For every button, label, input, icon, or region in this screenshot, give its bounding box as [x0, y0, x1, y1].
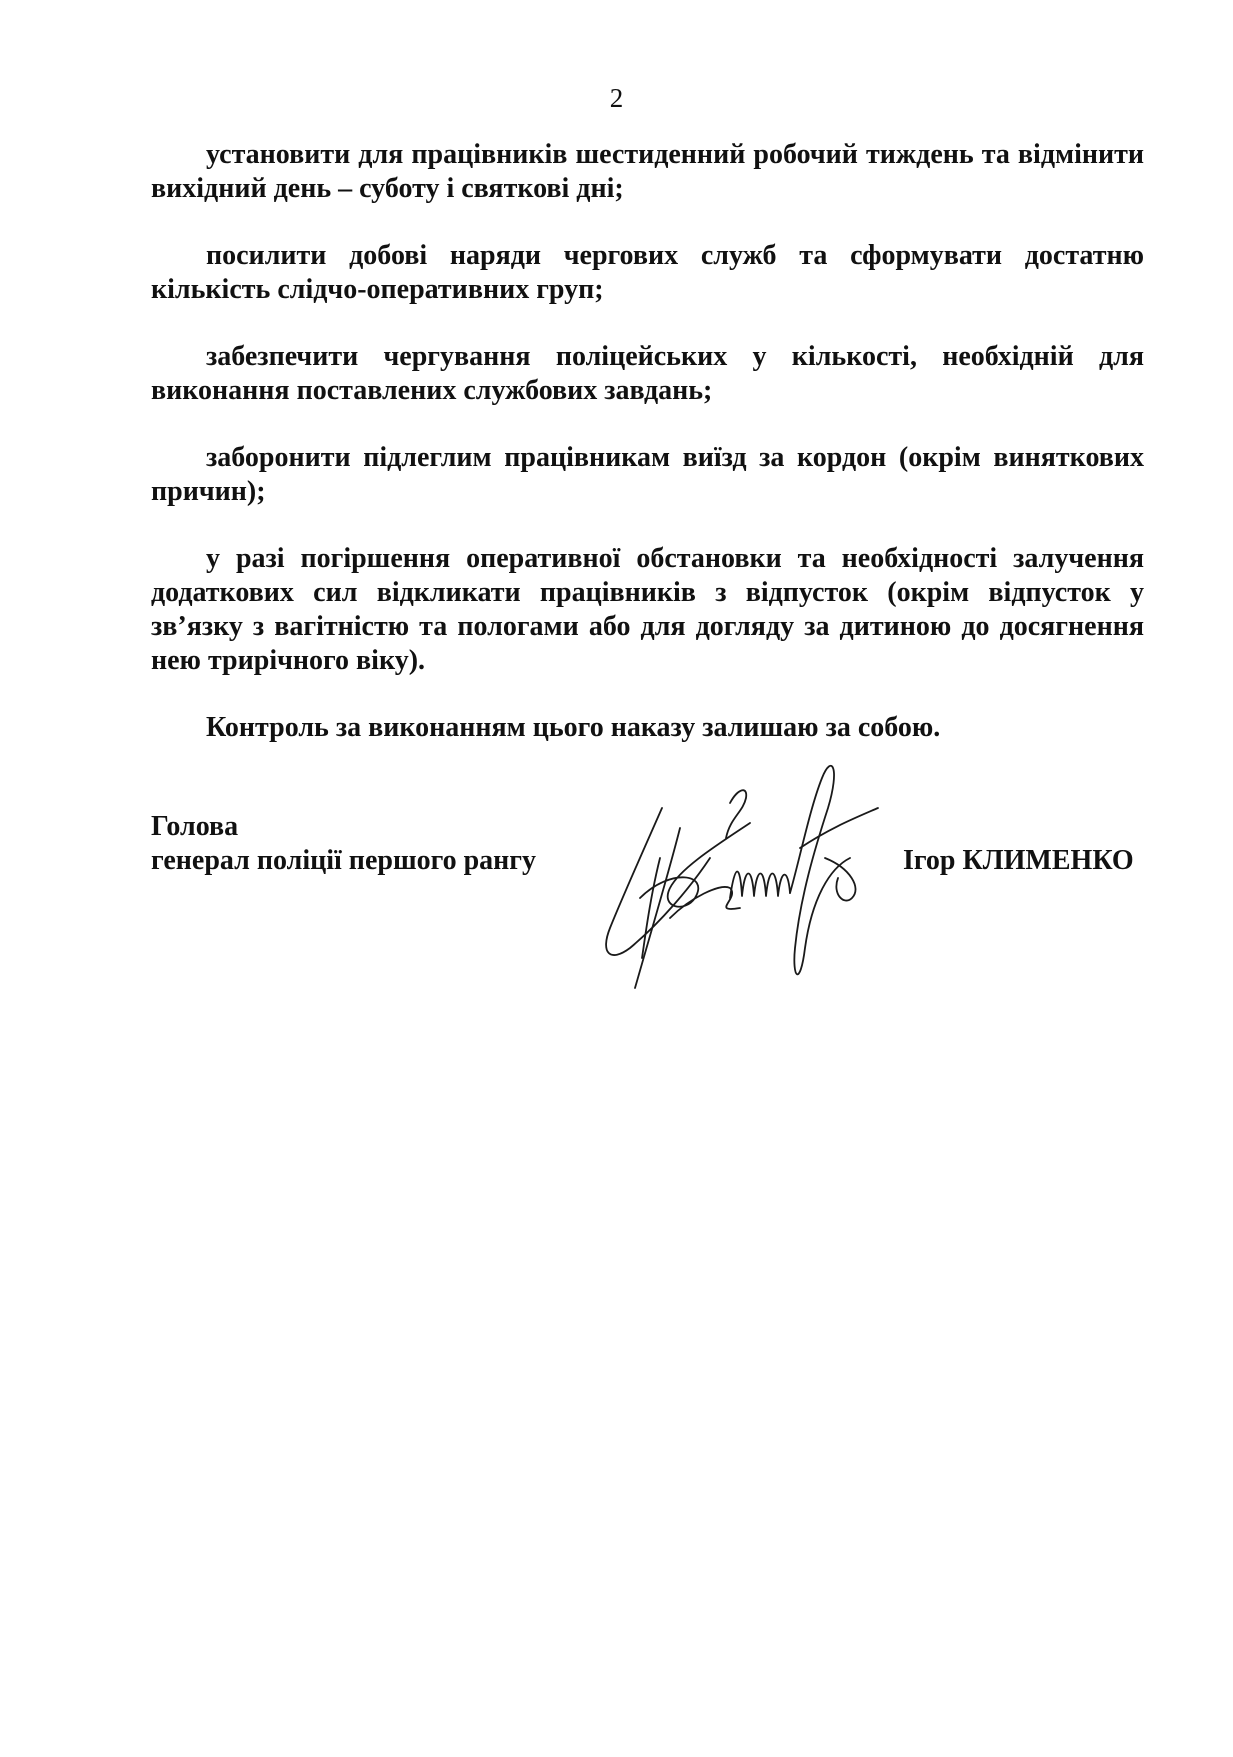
order-paragraph: заборонити підлеглим працівникам виїзд за кордон (окрім виняткових причин);: [151, 442, 1144, 507]
order-paragraph: посилити добові наряди чергових служб та сформувати достатню кількість слідчо-оперативних груп;: [151, 240, 1144, 305]
page-number: 2: [609, 83, 624, 113]
signatory-position: Голова: [151, 811, 239, 842]
order-body: [151, 138, 1144, 778]
signatory-name: Ігор КЛИМЕНКО: [903, 845, 1134, 876]
order-paragraph: у разі погіршення оперативної обстановки та необхідності залучення додаткових сил відкликати працівників з відпусток (окрім відпусток у зв’язку з вагітністю та пологами або для догляду за дитиною до досягнення нею трирічного віку).: [151, 543, 1144, 676]
control-paragraph: Контроль за виконанням цього наказу залишаю за собою.: [206, 712, 941, 743]
signatory-block: [151, 810, 536, 878]
handwritten-signature-icon: [600, 748, 900, 1008]
order-paragraph: установити для працівників шестиденний робочий тиждень та відмінити вихідний день – суботу і святкові дні;: [151, 139, 1144, 204]
signatory-rank: генерал поліції першого рангу: [151, 845, 537, 876]
order-paragraph: забезпечити чергування поліцейських у кількості, необхідній для виконання поставлених службових завдань;: [151, 341, 1144, 406]
